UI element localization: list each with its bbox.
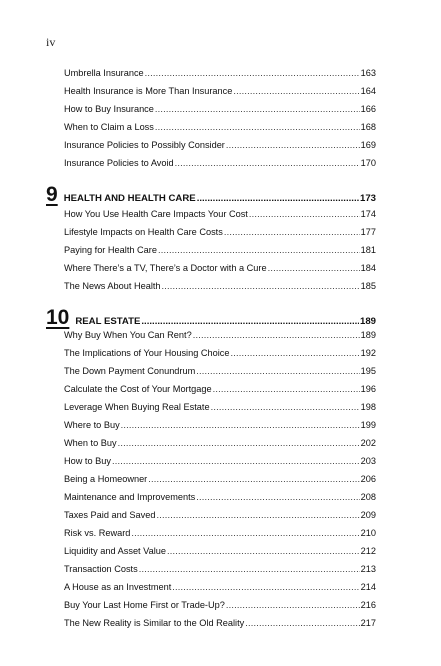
toc-entry[interactable] <box>64 508 376 522</box>
dot-leader <box>175 156 360 170</box>
toc-entry[interactable] <box>64 66 376 80</box>
toc-entry-page: 199 <box>360 420 376 430</box>
toc-entry[interactable] <box>64 418 376 432</box>
chapter-title: HEALTH AND HEALTH CARE <box>63 193 196 204</box>
dot-leader <box>226 598 360 612</box>
toc-entry-title: Liquidity and Asset Value <box>64 546 166 556</box>
toc-entry[interactable] <box>64 472 376 486</box>
toc-entry-title: How You Use Health Care Impacts Your Cost <box>64 209 248 219</box>
dot-leader <box>230 346 359 360</box>
toc-entry[interactable] <box>64 120 376 134</box>
toc-entry[interactable] <box>64 243 376 257</box>
dot-leader <box>141 316 359 327</box>
toc-entry-title: Taxes Paid and Saved <box>64 510 156 520</box>
toc-entry-title: Calculate the Cost of Your Mortgage <box>64 384 212 394</box>
chapter-heading-9[interactable] <box>46 184 376 206</box>
toc-entry-page: 181 <box>360 245 376 255</box>
dot-leader <box>211 400 360 414</box>
toc-entry-title: How to Buy Insurance <box>64 104 154 114</box>
dot-leader <box>112 454 360 468</box>
toc-entry[interactable] <box>64 156 376 170</box>
toc-entry-title: Why Buy When You Can Rent? <box>64 330 192 340</box>
toc-entry-title: How to Buy <box>64 456 111 466</box>
toc-entry-page: 196 <box>360 384 376 394</box>
toc-entry-title: A House as an Investment <box>64 582 172 592</box>
toc-entry-title: Where to Buy <box>64 420 120 430</box>
toc-entry[interactable] <box>64 102 376 116</box>
toc-entry-title: Being a Homeowner <box>64 474 148 484</box>
toc-entry[interactable] <box>64 279 376 293</box>
toc-entry[interactable] <box>64 364 376 378</box>
dot-leader <box>158 243 360 257</box>
dot-leader <box>148 472 359 486</box>
toc-entry-title: Paying for Health Care <box>64 245 157 255</box>
toc-entry-page: 206 <box>360 474 376 484</box>
toc-entry-title: Umbrella Insurance <box>64 68 144 78</box>
dot-leader <box>131 526 359 540</box>
toc-entry-title: Maintenance and Improvements <box>64 492 196 502</box>
toc-entry[interactable] <box>64 544 376 558</box>
chapter-page: 173 <box>359 193 376 204</box>
toc-entry[interactable] <box>64 490 376 504</box>
toc-entry-page: 208 <box>360 492 376 502</box>
toc-entry[interactable] <box>64 138 376 152</box>
toc-entry[interactable] <box>64 382 376 396</box>
toc-entry-title: Risk vs. Reward <box>64 528 131 538</box>
toc-entry-page: 202 <box>360 438 376 448</box>
dot-leader <box>226 138 360 152</box>
toc-entry[interactable] <box>64 526 376 540</box>
dot-leader <box>213 382 360 396</box>
chapter-number: 10 <box>46 306 70 329</box>
dot-leader <box>172 580 359 594</box>
toc-entry-page: 163 <box>360 68 376 78</box>
toc-entry[interactable] <box>64 225 376 239</box>
dot-leader <box>156 508 359 522</box>
toc-entry[interactable] <box>64 580 376 594</box>
dot-leader <box>121 418 360 432</box>
chapter-page: 189 <box>359 316 376 327</box>
toc-entry-page: 177 <box>360 227 376 237</box>
dot-leader <box>145 66 360 80</box>
dot-leader <box>155 120 360 134</box>
toc-entry-page: 170 <box>360 158 376 168</box>
toc-entry-page: 209 <box>360 510 376 520</box>
toc-entry[interactable] <box>64 207 376 221</box>
toc-entry-page: 169 <box>360 140 376 150</box>
dot-leader <box>155 102 360 116</box>
toc-entry[interactable] <box>64 562 376 576</box>
toc-entry[interactable] <box>64 598 376 612</box>
dot-leader <box>139 562 360 576</box>
toc-entry-page: 164 <box>360 86 376 96</box>
toc-entry-title: Insurance Policies to Avoid <box>64 158 174 168</box>
dot-leader <box>224 225 360 239</box>
toc-entry-title: The News About Health <box>64 281 161 291</box>
toc-entry-page: 216 <box>360 600 376 610</box>
toc-entry[interactable] <box>64 400 376 414</box>
dot-leader <box>268 261 360 275</box>
toc-entry-page: 217 <box>360 618 376 628</box>
toc-entry-page: 212 <box>360 546 376 556</box>
toc-entry[interactable] <box>64 84 376 98</box>
chapter-title: REAL ESTATE <box>75 316 141 327</box>
toc-entry-page: 168 <box>360 122 376 132</box>
dot-leader <box>193 328 360 342</box>
dot-leader <box>162 279 360 293</box>
toc-entry-title: When to Buy <box>64 438 117 448</box>
toc-entry-page: 203 <box>360 456 376 466</box>
toc-entry-title: When to Claim a Loss <box>64 122 154 132</box>
toc-entry-page: 214 <box>360 582 376 592</box>
toc-entry-page: 195 <box>360 366 376 376</box>
chapter-number: 9 <box>46 183 58 206</box>
toc-entry-page: 185 <box>360 281 376 291</box>
dot-leader <box>245 616 359 630</box>
dot-leader <box>197 193 359 204</box>
toc-entry-title: The New Reality is Similar to the Old Reality <box>64 618 245 628</box>
page-number: iv <box>46 35 56 49</box>
dot-leader <box>118 436 360 450</box>
toc-entry-title: Health Insurance is More Than Insurance <box>64 86 233 96</box>
dot-leader <box>196 490 359 504</box>
dot-leader <box>167 544 360 558</box>
dot-leader <box>233 84 359 98</box>
toc-entry-title: Insurance Policies to Possibly Consider <box>64 140 225 150</box>
toc-entry-page: 213 <box>360 564 376 574</box>
toc-entry-title: Transaction Costs <box>64 564 138 574</box>
toc-entry[interactable] <box>64 616 376 630</box>
toc-entry-title: Leverage When Buying Real Estate <box>64 402 210 412</box>
toc-entry-title: The Implications of Your Housing Choice <box>64 348 230 358</box>
toc-entry-title: Buy Your Last Home First or Trade-Up? <box>64 600 225 610</box>
toc-entry-page: 174 <box>360 209 376 219</box>
toc-entry[interactable] <box>64 454 376 468</box>
dot-leader <box>196 364 359 378</box>
chapter-heading-10[interactable] <box>46 307 376 329</box>
toc-entry[interactable] <box>64 261 376 275</box>
toc-entry-page: 192 <box>360 348 376 358</box>
toc-entry-page: 189 <box>360 330 376 340</box>
dot-leader <box>249 207 360 221</box>
toc-entry-page: 184 <box>360 263 376 273</box>
toc-entry-title: Where There’s a TV, There’s a Doctor with a Cure <box>64 263 267 273</box>
toc-entry-title: The Down Payment Conundrum <box>64 366 196 376</box>
toc-entry-page: 166 <box>360 104 376 114</box>
toc-entry-title: Lifestyle Impacts on Health Care Costs <box>64 227 223 237</box>
toc-entry[interactable] <box>64 346 376 360</box>
toc-entry-page: 198 <box>360 402 376 412</box>
toc-entry[interactable] <box>64 436 376 450</box>
toc-entry[interactable] <box>64 328 376 342</box>
toc-entry-page: 210 <box>360 528 376 538</box>
